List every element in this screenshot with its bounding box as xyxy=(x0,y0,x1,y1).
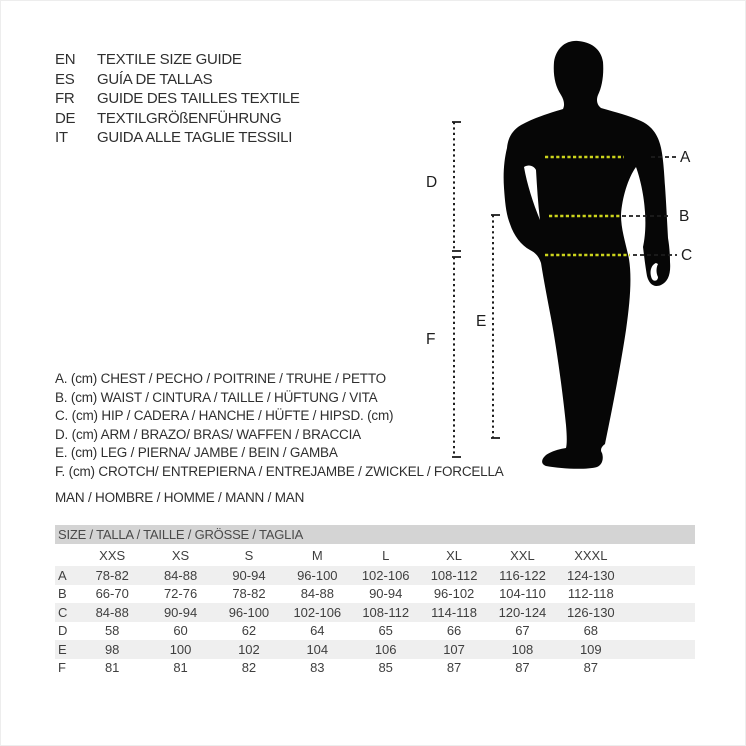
size-cell: 66-70 xyxy=(95,586,129,602)
guide-title: GUIDA ALLE TAGLIE TESSILI xyxy=(97,129,293,146)
gender-line: MAN / HOMBRE / HOMME / MANN / MAN xyxy=(55,490,305,505)
marker-label-e: E xyxy=(476,313,487,330)
size-cell: 126-130 xyxy=(566,604,615,620)
size-cell: 102 xyxy=(238,641,260,657)
marker-label-d: D xyxy=(426,174,438,191)
size-cell: 87 xyxy=(446,660,462,676)
size-cell: 100 xyxy=(169,641,192,657)
column-header: XXXL xyxy=(574,547,608,563)
size-cell: 85 xyxy=(378,660,393,676)
row-label: C xyxy=(58,604,68,620)
table-row xyxy=(55,622,695,641)
row-label: E xyxy=(58,641,67,657)
language-code: EN xyxy=(55,51,76,68)
size-cell: 96-102 xyxy=(433,586,475,602)
column-header: M xyxy=(311,547,323,563)
size-cell: 84-88 xyxy=(300,586,334,602)
size-cell: 84-88 xyxy=(95,604,129,620)
size-cell: 82 xyxy=(241,660,257,676)
size-table-header-row xyxy=(55,544,695,566)
size-cell: 104 xyxy=(306,641,329,657)
size-cell: 87 xyxy=(583,660,599,676)
size-cell: 90-94 xyxy=(232,567,266,583)
row-label: B xyxy=(58,586,67,602)
language-code: IT xyxy=(55,129,68,146)
column-header: L xyxy=(382,547,390,563)
guide-title: TEXTILE SIZE GUIDE xyxy=(97,51,242,68)
size-cell: 62 xyxy=(241,623,257,639)
legend-item-waist: B. (cm) WAIST / CINTURA / TAILLE / HÜFTUNG / VITA xyxy=(55,389,378,405)
marker-label-b: B xyxy=(679,208,690,225)
marker-label-c: C xyxy=(681,247,693,264)
size-cell: 102-106 xyxy=(361,567,410,583)
table-row xyxy=(55,659,695,678)
size-cell: 108-112 xyxy=(430,567,478,583)
size-cell: 58 xyxy=(104,623,120,639)
column-header: XS xyxy=(171,547,190,563)
size-cell: 108 xyxy=(511,641,534,657)
language-code: FR xyxy=(55,90,75,107)
guide-title: GUIDE DES TAILLES TEXTILE xyxy=(97,90,300,107)
table-row xyxy=(55,566,695,585)
size-cell: 98 xyxy=(104,641,120,657)
size-cell: 106 xyxy=(374,641,397,657)
size-cell: 108-112 xyxy=(362,604,410,620)
language-code: ES xyxy=(55,70,75,88)
size-cell: 83 xyxy=(310,660,325,676)
marker-label-a: A xyxy=(680,149,691,166)
size-cell: 90-94 xyxy=(369,586,403,602)
size-table-title: SIZE / TALLA / TAILLE / GRÖSSE / TAGLIA xyxy=(55,525,695,544)
row-label: D xyxy=(58,623,68,639)
size-cell: 64 xyxy=(310,623,325,639)
size-cell: 78-82 xyxy=(95,567,129,583)
table-row xyxy=(55,603,695,622)
legend-item-leg: E. (cm) LEG / PIERNA/ JAMBE / BEIN / GAMBA xyxy=(55,445,338,460)
size-cell: 116-122 xyxy=(499,567,546,583)
size-cell: 72-76 xyxy=(163,586,198,602)
marker-label-f: F xyxy=(426,331,436,348)
size-cell: 68 xyxy=(583,623,599,639)
legend-item-crotch: F. (cm) CROTCH/ ENTREPIERNA / ENTREJAMBE / ZWICKEL / FORCELLA xyxy=(55,463,504,479)
column-header: XL xyxy=(446,547,463,563)
guide-title: GUÍA DE TALLAS xyxy=(97,70,213,88)
legend-item-chest: A. (cm) CHEST / PECHO / POITRINE / TRUHE / PETTO xyxy=(55,371,386,386)
table-row xyxy=(55,640,695,659)
size-cell: 102-106 xyxy=(293,604,342,620)
size-table xyxy=(55,525,695,677)
size-cell: 84-88 xyxy=(163,567,198,583)
size-cell: 87 xyxy=(515,660,530,676)
column-header: XXL xyxy=(510,547,535,563)
size-cell: 60 xyxy=(173,623,188,639)
size-cell: 78-82 xyxy=(232,586,266,602)
size-cell: 67 xyxy=(515,623,530,639)
size-cell: 109 xyxy=(579,641,602,657)
size-cell: 65 xyxy=(378,623,393,639)
legend-item-hip: C. (cm) HIP / CADERA / HANCHE / HÜFTE / HIPSD. (cm) xyxy=(55,408,394,423)
size-cell: 120-124 xyxy=(498,604,547,620)
size-cell: 107 xyxy=(443,641,465,657)
size-cell: 104-110 xyxy=(499,586,546,602)
column-header: XXS xyxy=(99,547,126,563)
measurement-legend xyxy=(55,370,504,481)
size-cell: 114-118 xyxy=(431,604,477,620)
size-cell: 124-130 xyxy=(566,567,615,583)
language-code: DE xyxy=(55,109,76,127)
legend-item-arm: D. (cm) ARM / BRAZO/ BRAS/ WAFFEN / BRACCIA xyxy=(55,426,361,442)
size-cell: 81 xyxy=(173,660,188,676)
row-label: A xyxy=(58,567,67,583)
size-cell: 112-118 xyxy=(567,586,614,602)
size-cell: 96-100 xyxy=(228,604,270,620)
size-cell: 90-94 xyxy=(163,604,198,620)
size-cell: 96-100 xyxy=(297,567,338,583)
size-cell: 81 xyxy=(104,660,120,676)
row-label: F xyxy=(58,660,66,676)
size-cell: 66 xyxy=(446,623,462,639)
guide-title: TEXTILGRÖßENFÜHRUNG xyxy=(97,109,282,127)
column-header: S xyxy=(244,547,254,563)
table-row xyxy=(55,585,695,604)
